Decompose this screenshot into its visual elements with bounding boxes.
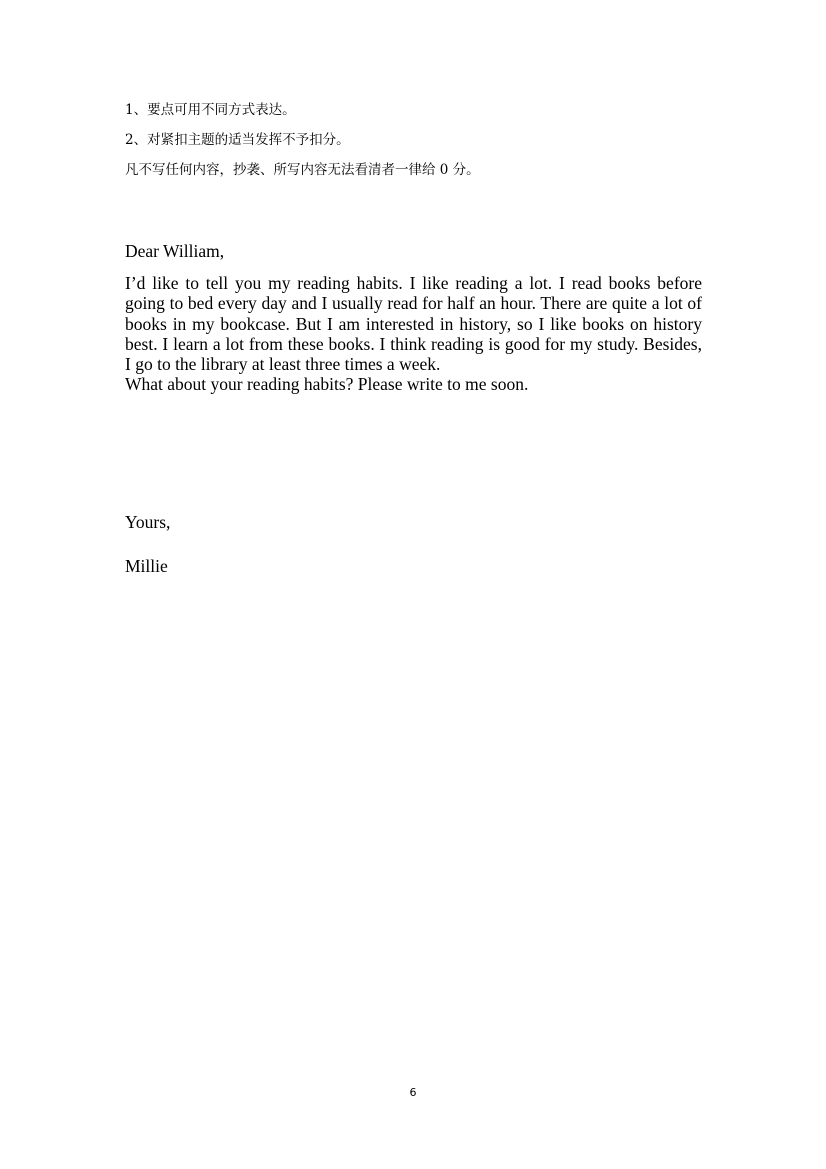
letter-closing: Yours, <box>125 512 171 532</box>
letter-signature: Millie <box>125 556 168 576</box>
letter-body-paragraph-2: What about your reading habits? Please write to me soon. <box>125 374 529 395</box>
scoring-note-3: 凡不写任何内容，抄袭、所写内容无法看清者一律给 0 分。 <box>125 162 480 178</box>
scoring-note-1: 1、要点可用不同方式表达。 <box>125 102 296 118</box>
letter-salutation: Dear William, <box>125 241 225 261</box>
page-number: 6 <box>409 1086 417 1099</box>
scoring-note-2: 2、对紧扣主题的适当发挥不予扣分。 <box>125 132 350 148</box>
scoring-notes <box>125 100 705 190</box>
sample-letter <box>125 241 702 395</box>
letter-body-paragraph-1: I’d like to tell you my reading habits. I like reading a lot. I read books before going to bed every day and I usually read for half an hour. There are quite a lot of books in my bookcase. But I am interested in history, so I like books on history best. I learn a lot from these books. I think reading is good for my study. Besides, I go to the library at least three times a week. <box>125 273 702 375</box>
